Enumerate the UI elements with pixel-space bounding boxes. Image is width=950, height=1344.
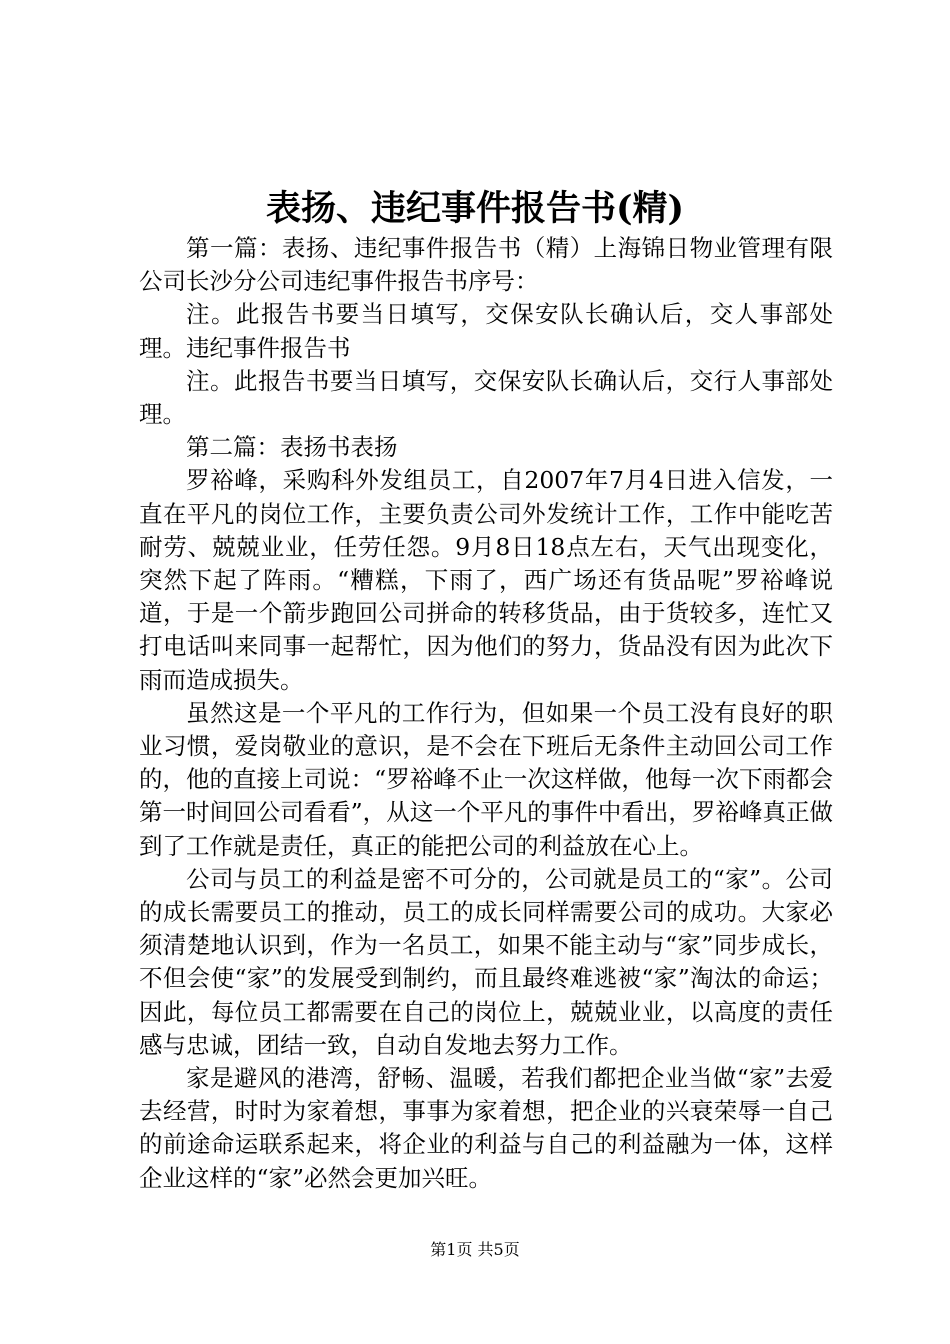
paragraph-3: 注。此报告书要当日填写，交保安队长确认后，交行人事部处理。 (139, 366, 833, 429)
paragraph-4: 第二篇：表扬书表扬 (186, 433, 398, 462)
paragraph-6: 虽然这是一个平凡的工作行为，但如果一个员工没有良好的职业习惯，爱岗敬业的意识，是不会在下班后无条件主动回公司工作的，他的直接上司说：“罗裕峰不止一次这样做，他每一次下雨都会第一时间回公司看看”，从这一个平凡的事件中看出，罗裕峰真正做到了工作就是责任，真正的能把公司的利益放在心上。 (139, 698, 833, 860)
page-footer: 第1页 共5页 (430, 1240, 520, 1259)
paragraph-1: 第一篇：表扬、违纪事件报告书（精）上海锦日物业管理有限公司长沙分公司违纪事件报告书序号： (139, 234, 833, 296)
paragraph-7: 公司与员工的利益是密不可分的，公司就是员工的“家”。公司的成长需要员工的推动，员工的成长同样需要公司的成功。大家必须清楚地认识到，作为一名员工，如果不能主动与“家”同步成长，不但会使“家”的发展受到制约，而且最终难逃被“家”淘汰的命运；因此，每位员工都需要在自己的岗位上，兢兢业业，以高度的责任感与忠诚，团结一致，自动自发地去努力工作。 (139, 864, 833, 1059)
paragraph-8: 家是避风的港湾，舒畅、温暖，若我们都把企业当做“家”去爱去经营，时时为家着想，事事为家着想，把企业的兴衰荣辱一自己的前途命运联系起来，将企业的利益与自己的利益融为一体，这样企业这样的“家”必然会更加兴旺。 (139, 1064, 833, 1192)
paragraph-2: 注。此报告书要当日填写，交保安队长确认后，交人事部处理。违纪事件报告书 (139, 300, 833, 362)
document-title: 表扬、违纪事件报告书(精) (265, 188, 685, 229)
paragraph-5: 罗裕峰，采购科外发组员工，自2007年7月4日进入信发，一直在平凡的岗位工作，主要负责公司外发统计工作，工作中能吃苦耐劳、兢兢业业，任劳任怨。9月8日18点左右，天气出现变化，突然下起了阵雨。“糟糕，下雨了，西广场还有货品呢”罗裕峰说道，于是一个箭步跑回公司拼命的转移货品，由于货较多，连忙又打电话叫来同事一起帮忙，因为他们的努力，货品没有因为此次下雨而造成损失。 (139, 466, 833, 694)
document-body (139, 232, 833, 1195)
